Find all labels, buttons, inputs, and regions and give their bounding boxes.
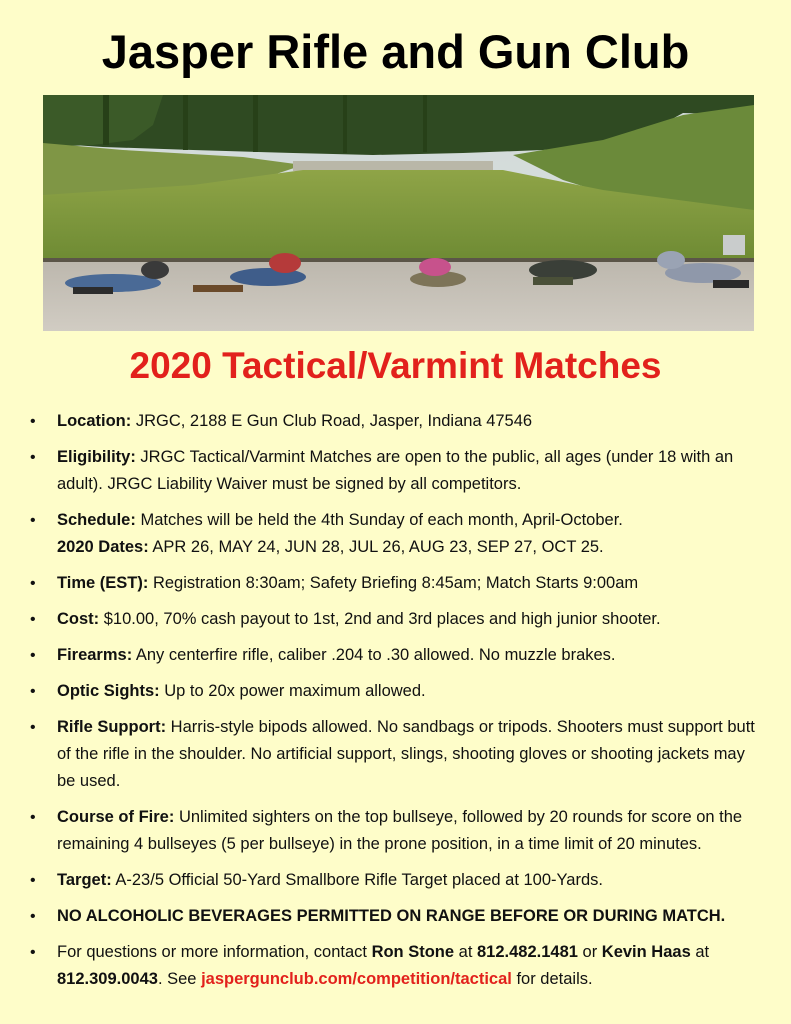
contact-phone-1: 812.482.1481 [477,943,578,961]
page-title: Jasper Rifle and Gun Club [101,25,690,78]
contact-text-1: For questions or more information, contact [57,943,372,961]
schedule-text: Matches will be held the 4th Sunday of each month, April-October. [135,511,623,529]
alcohol-text: NO ALCOHOLIC BEVERAGES PERMITTED ON RANGE BEFORE OR DURING MATCH. [57,907,726,925]
list-item-time [30,570,760,597]
list-item-support [30,714,760,795]
website-link[interactable]: jaspergunclub.com/competition/tactical [201,970,512,988]
list-item-alcohol [30,903,760,930]
list-item-cost [30,606,760,633]
list-item-schedule [30,507,760,561]
time-text: Registration 8:30am; Safety Briefing 8:45am; Match Starts 9:00am [148,574,639,592]
course-text: Unlimited sighters on the top bullseye, followed by 20 rounds for score on the remaining 4 bullseyes (5 per bullseye) in the prone position, in a time limit of 20 minutes. [57,808,743,853]
contact-text-3: or [577,943,602,961]
target-label: Target: [57,871,112,889]
contact-name-1: Ron Stone [371,943,455,961]
course-label: Course of Fire: [57,808,175,826]
list-item-eligibility [30,444,760,498]
list-item-target [30,867,760,894]
cost-label: Cost: [57,610,100,628]
dates-label: 2020 Dates: [57,538,149,556]
optics-text: Up to 20x power maximum allowed. [159,682,426,700]
optics-label: Optic Sights: [57,682,160,700]
list-item-contact [30,939,760,993]
list-item-location [30,408,760,435]
info-list [30,408,760,1002]
schedule-label: Schedule: [57,511,136,529]
list-item-course [30,804,760,858]
eligibility-text: JRGC Tactical/Varmint Matches are open to the public, all ages (under 18 with an adult). JRGC Liability Waiver must be signed by all competitors. [57,448,734,493]
support-label: Rifle Support: [57,718,167,736]
time-label: Time (EST): [57,574,149,592]
contact-name-2: Kevin Haas [601,943,691,961]
contact-text-6: for details. [511,970,593,988]
eligibility-label: Eligibility: [57,448,136,466]
location-text: JRGC, 2188 E Gun Club Road, Jasper, Indiana 47546 [131,412,533,430]
target-text: A-23/5 Official 50-Yard Smallbore Rifle Target placed at 100-Yards. [111,871,603,889]
firearms-text: Any centerfire rifle, caliber .204 to .30 allowed. No muzzle brakes. [132,646,616,664]
list-item-firearms [30,642,760,669]
location-label: Location: [57,412,132,430]
range-photo [43,95,754,331]
cost-text: $10.00, 70% cash payout to 1st, 2nd and 3rd places and high junior shooter. [99,610,661,628]
page-subtitle: 2020 Tactical/Varmint Matches [129,345,662,386]
contact-text-5: . See [157,970,202,988]
list-item-optics [30,678,760,705]
dates-text: APR 26, MAY 24, JUN 28, JUL 26, AUG 23, SEP 27, OCT 25. [148,538,604,556]
contact-phone-2: 812.309.0043 [57,970,158,988]
contact-text-4: at [690,943,710,961]
support-text: Harris-style bipods allowed. No sandbags or tripods. Shooters must support butt of the rifle in the shoulder. No artificial support, slings, shooting gloves or shooting jackets may be used. [57,718,755,790]
range-photo-illustration [43,95,754,331]
contact-text-2: at [454,943,477,961]
firearms-label: Firearms: [57,646,133,664]
